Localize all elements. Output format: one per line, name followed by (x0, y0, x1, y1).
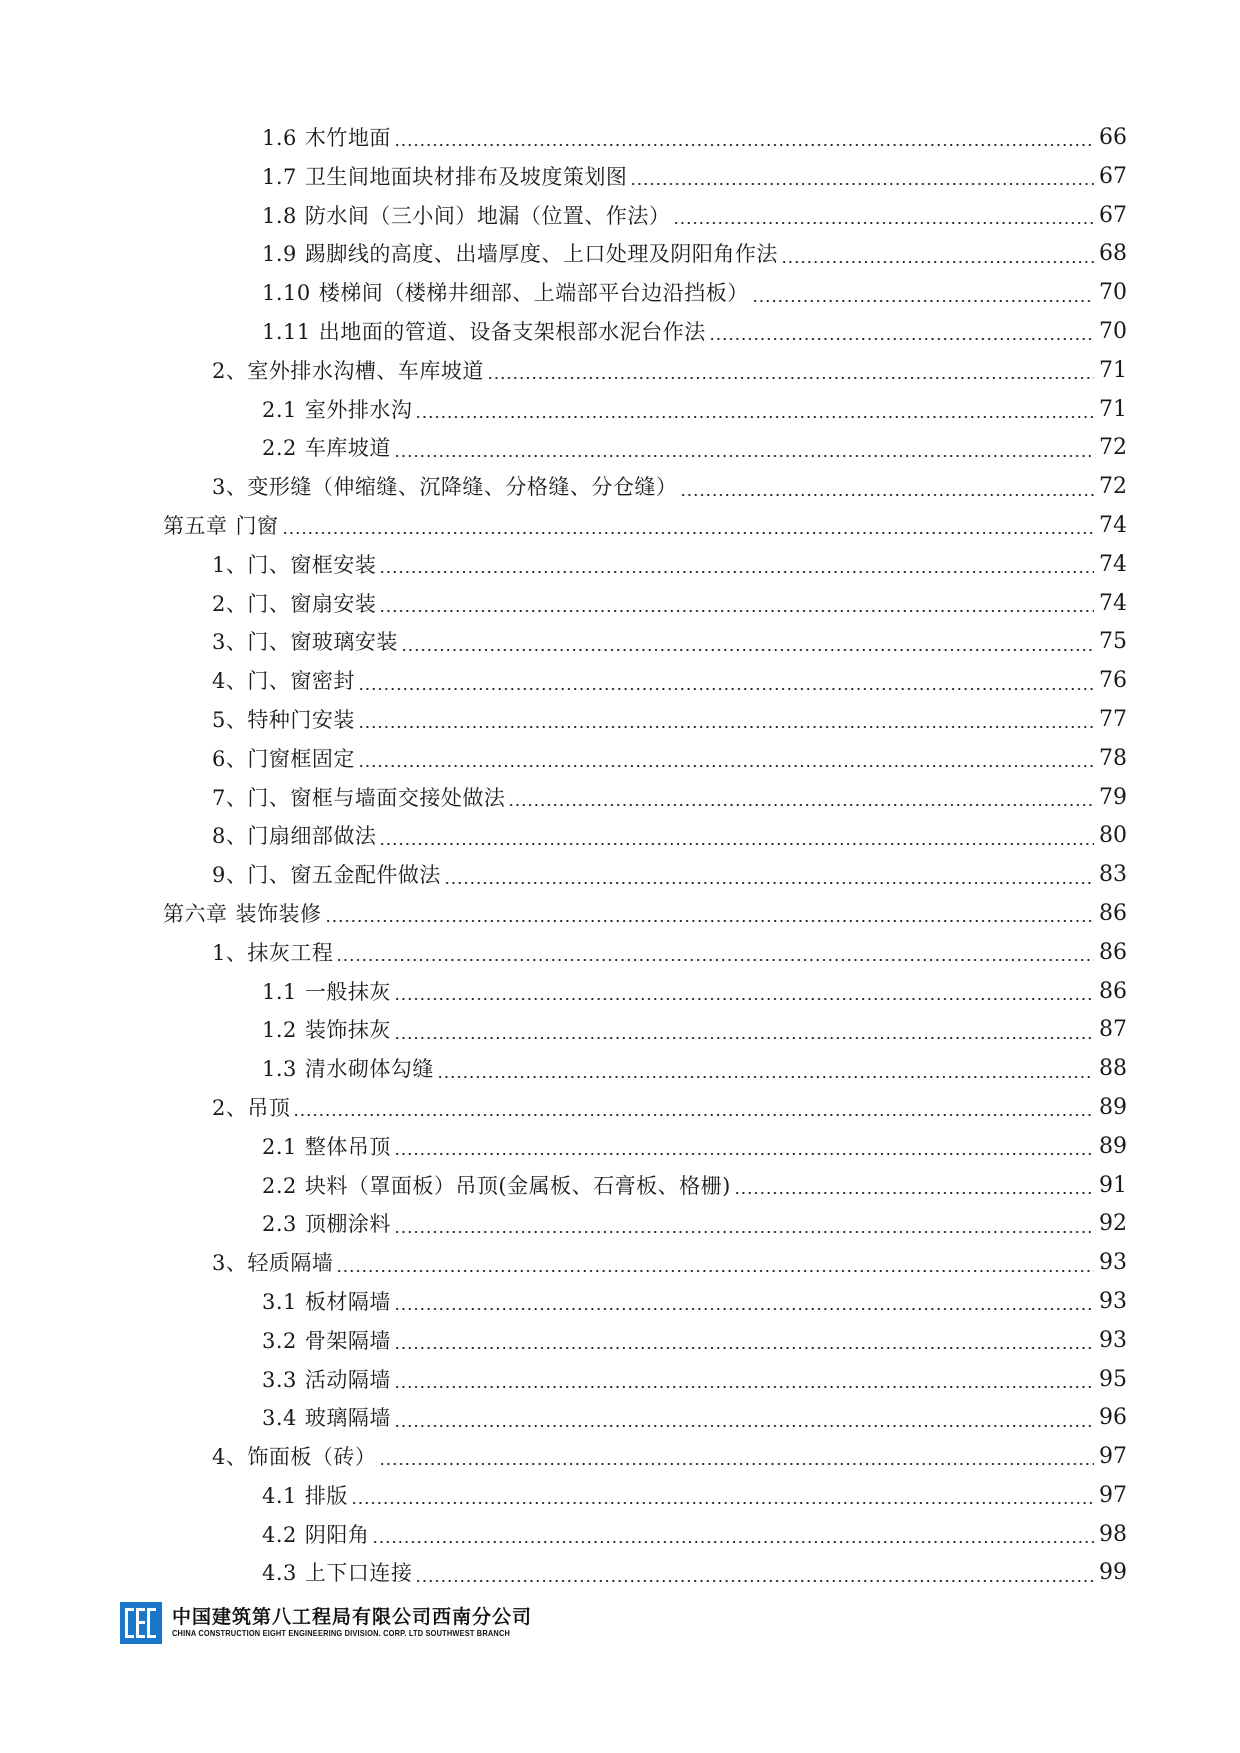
toc-entry-page: 78 (1099, 745, 1127, 771)
dot-leader (630, 183, 1094, 185)
toc-entry-title: 门、窗五金配件做法 (247, 863, 441, 888)
toc-entry[interactable] (0, 585, 1240, 624)
dot-leader (336, 959, 1094, 961)
toc-entry[interactable] (0, 1244, 1240, 1283)
toc-entry[interactable] (0, 623, 1240, 662)
table-of-contents (0, 119, 1240, 1593)
toc-entry-label (262, 1477, 348, 1516)
toc-entry-label (212, 1089, 290, 1128)
toc-entry[interactable] (0, 1283, 1240, 1322)
toc-entry-page: 93 (1099, 1288, 1127, 1314)
toc-entry-label (163, 895, 322, 934)
toc-entry-title: 骨架隔墙 (304, 1328, 391, 1353)
toc-entry-label (163, 507, 279, 546)
toc-entry[interactable] (0, 1554, 1240, 1593)
toc-entry-title: 车库坡道 (304, 436, 391, 461)
toc-entry-page: 70 (1099, 318, 1127, 344)
toc-entry-title: 一般抹灰 (304, 979, 391, 1004)
toc-entry-number: 1.3 (262, 1057, 297, 1082)
toc-entry-label (262, 1205, 391, 1244)
toc-entry-label (262, 274, 749, 313)
toc-entry[interactable] (0, 391, 1240, 430)
toc-entry-title: 轻质隔墙 (247, 1251, 334, 1276)
dot-leader (358, 688, 1094, 690)
dot-leader (394, 1153, 1094, 1155)
toc-entry[interactable] (0, 1089, 1240, 1128)
toc-entry-label (262, 1283, 391, 1322)
toc-entry-label (212, 779, 505, 818)
toc-entry-number: 2、 (212, 358, 248, 383)
toc-entry-number: 4、 (212, 1445, 248, 1470)
toc-entry-title: 门、窗玻璃安装 (247, 630, 398, 655)
toc-entry-number: 1、 (212, 940, 248, 965)
toc-entry-label (262, 1399, 391, 1438)
toc-entry-label (262, 1361, 391, 1400)
toc-entry-page: 86 (1099, 978, 1127, 1004)
toc-entry-number: 9、 (212, 863, 248, 888)
toc-entry-number: 8、 (212, 824, 248, 849)
dot-leader (680, 494, 1094, 496)
toc-entry-number: 1.9 (262, 242, 297, 267)
toc-entry[interactable] (0, 895, 1240, 934)
toc-entry-label (262, 1554, 412, 1593)
toc-entry-page: 72 (1099, 474, 1127, 500)
toc-entry-label (212, 701, 355, 740)
toc-entry-title: 整体吊顶 (304, 1134, 391, 1159)
toc-entry[interactable] (0, 662, 1240, 701)
dot-leader (372, 1541, 1094, 1543)
toc-entry[interactable] (0, 1128, 1240, 1167)
toc-entry-label (262, 1011, 391, 1050)
toc-entry-page: 74 (1099, 512, 1127, 538)
toc-entry[interactable] (0, 429, 1240, 468)
dot-leader (394, 1425, 1094, 1427)
dot-leader (394, 1308, 1094, 1310)
dot-leader (709, 338, 1094, 340)
dot-leader (415, 416, 1094, 418)
toc-entry-page: 92 (1099, 1211, 1127, 1237)
toc-entry[interactable] (0, 158, 1240, 197)
dot-leader (379, 843, 1094, 845)
toc-entry-page: 72 (1099, 435, 1127, 461)
toc-entry-page: 83 (1099, 862, 1127, 888)
dot-leader (325, 920, 1095, 922)
toc-entry-number: 1、 (212, 552, 248, 577)
toc-entry-page: 99 (1099, 1560, 1127, 1586)
toc-entry-title: 木竹地面 (304, 126, 391, 150)
toc-entry[interactable] (0, 1167, 1240, 1206)
company-name-en: CHINA CONSTRUCTION EIGHT ENGINEERING DIVISION. CORP. LTD SOUTHWEST BRANCH (172, 1628, 511, 1639)
toc-entry-title: 抹灰工程 (247, 940, 334, 965)
toc-entry-title: 特种门安装 (247, 707, 355, 732)
toc-entry-number: 1.10 (262, 281, 311, 306)
toc-entry[interactable] (0, 119, 1240, 158)
toc-entry-title: 吊顶 (247, 1095, 291, 1120)
company-name-cn: 中国建筑第八工程局有限公司西南分公司 (172, 1606, 533, 1628)
toc-entry-number: 7、 (212, 785, 248, 810)
toc-entry-page: 97 (1099, 1444, 1127, 1470)
toc-entry-title: 块料（罩面板）吊顶(金属板、石膏板、格栅) (304, 1173, 731, 1198)
toc-entry-title: 排版 (304, 1483, 348, 1508)
toc-entry[interactable] (0, 701, 1240, 740)
toc-entry[interactable] (0, 1205, 1240, 1244)
toc-entry-label (262, 1167, 731, 1206)
toc-entry-page: 96 (1099, 1405, 1127, 1431)
toc-entry-page: 97 (1099, 1482, 1127, 1508)
toc-entry-number: 3、 (212, 1251, 248, 1276)
dot-leader (394, 455, 1094, 457)
toc-entry-page: 79 (1099, 784, 1127, 810)
toc-entry-number: 2.3 (262, 1212, 297, 1237)
toc-entry-number: 1.11 (262, 319, 311, 344)
toc-entry-number: 5、 (212, 707, 248, 732)
toc-entry-page: 66 (1099, 125, 1127, 150)
toc-entry-title: 板材隔墙 (304, 1289, 391, 1314)
toc-entry[interactable] (0, 856, 1240, 895)
toc-entry-title: 门、窗扇安装 (247, 591, 377, 616)
dot-leader (444, 882, 1094, 884)
toc-entry-page: 74 (1099, 590, 1127, 616)
toc-entry-number: 3、 (212, 630, 248, 655)
toc-entry-number: 第六章 (163, 901, 228, 926)
toc-entry-page: 67 (1099, 202, 1127, 228)
toc-entry[interactable] (0, 817, 1240, 856)
toc-entry-page: 86 (1099, 939, 1127, 965)
dot-leader (358, 765, 1094, 767)
toc-entry-title: 装饰抹灰 (304, 1018, 391, 1043)
toc-entry-label (262, 1128, 391, 1167)
toc-entry-page: 93 (1099, 1250, 1127, 1276)
toc-entry-page: 89 (1099, 1094, 1127, 1120)
dot-leader (673, 222, 1094, 224)
toc-entry-number: 2、 (212, 591, 248, 616)
toc-entry-page: 76 (1099, 668, 1127, 694)
dot-leader (358, 726, 1094, 728)
toc-entry-title: 门窗 (235, 513, 279, 538)
toc-entry-page: 87 (1099, 1017, 1127, 1043)
toc-entry[interactable] (0, 1399, 1240, 1438)
toc-entry-page: 89 (1099, 1133, 1127, 1159)
toc-entry-label (262, 1050, 434, 1089)
dot-leader (394, 998, 1094, 1000)
toc-entry-label (212, 468, 677, 507)
toc-entry[interactable] (0, 1050, 1240, 1089)
toc-entry-label (262, 1516, 369, 1555)
toc-entry[interactable] (0, 235, 1240, 274)
toc-entry-label (212, 1244, 333, 1283)
toc-entry-label (262, 197, 670, 236)
toc-entry-page: 95 (1099, 1366, 1127, 1392)
toc-entry-page: 71 (1099, 357, 1127, 383)
dot-leader (379, 610, 1094, 612)
toc-entry-page: 91 (1099, 1172, 1127, 1198)
toc-entry[interactable] (0, 313, 1240, 352)
dot-leader (351, 1502, 1094, 1504)
toc-entry-title: 门窗框固定 (247, 746, 355, 771)
toc-entry-number: 1.6 (262, 126, 297, 150)
toc-entry-page: 93 (1099, 1327, 1127, 1353)
toc-entry-title: 出地面的管道、设备支架根部水泥台作法 (318, 319, 706, 344)
toc-entry-page: 67 (1099, 163, 1127, 189)
toc-entry-label (262, 973, 391, 1012)
toc-entry-label (212, 623, 398, 662)
toc-entry-number: 3.2 (262, 1328, 297, 1353)
toc-entry-page: 80 (1099, 823, 1127, 849)
toc-entry-number: 1.1 (262, 979, 297, 1004)
toc-entry[interactable] (0, 546, 1240, 585)
dot-leader (487, 377, 1094, 379)
toc-entry-number: 2.1 (262, 397, 297, 422)
toc-entry-title: 门、窗密封 (247, 669, 355, 694)
toc-entry-number: 2、 (212, 1095, 248, 1120)
toc-entry[interactable] (0, 1011, 1240, 1050)
toc-entry-number: 1.2 (262, 1018, 297, 1043)
dot-leader (734, 1192, 1094, 1194)
toc-entry-page: 77 (1099, 706, 1127, 732)
toc-entry-number: 3.3 (262, 1367, 297, 1392)
toc-entry[interactable] (0, 934, 1240, 973)
toc-entry[interactable] (0, 352, 1240, 391)
toc-entry-number: 4、 (212, 669, 248, 694)
toc-entry-page: 70 (1099, 280, 1127, 306)
toc-entry[interactable] (0, 1438, 1240, 1477)
toc-entry[interactable] (0, 468, 1240, 507)
toc-entry-number: 1.8 (262, 203, 297, 228)
toc-entry-label (262, 119, 391, 158)
toc-entry-title: 装饰装修 (235, 901, 322, 926)
toc-entry-label (212, 546, 376, 585)
dot-leader (293, 1114, 1094, 1116)
toc-entry-number: 4.3 (262, 1561, 297, 1586)
toc-entry-label (262, 158, 627, 197)
dot-leader (336, 1270, 1094, 1272)
toc-entry-number: 3、 (212, 475, 248, 500)
toc-entry[interactable] (0, 274, 1240, 313)
toc-entry-number: 2.2 (262, 1173, 297, 1198)
toc-entry-label (262, 235, 778, 274)
dot-leader (437, 1076, 1094, 1078)
toc-entry-title: 楼梯间（楼梯井细部、上端部平台边沿挡板） (318, 281, 749, 306)
toc-entry-title: 室外排水沟槽、车库坡道 (247, 358, 484, 383)
toc-entry-number: 1.7 (262, 164, 297, 189)
toc-entry-number: 2.1 (262, 1134, 297, 1159)
toc-entry-title: 卫生间地面块材排布及坡度策划图 (304, 164, 628, 189)
toc-entry-page: 86 (1099, 900, 1127, 926)
toc-entry-label (212, 585, 376, 624)
dot-leader (379, 571, 1094, 573)
dot-leader (781, 261, 1094, 263)
dot-leader (401, 649, 1094, 651)
toc-entry-title: 玻璃隔墙 (304, 1406, 391, 1431)
toc-entry[interactable] (0, 973, 1240, 1012)
page-footer (120, 1599, 532, 1647)
toc-entry-page: 68 (1099, 241, 1127, 267)
toc-entry-page: 98 (1099, 1521, 1127, 1547)
toc-entry-label (262, 1322, 391, 1361)
toc-entry[interactable] (0, 507, 1240, 546)
dot-leader (379, 1463, 1094, 1465)
toc-entry[interactable] (0, 1516, 1240, 1555)
toc-entry-number: 4.1 (262, 1483, 297, 1508)
toc-entry-number: 第五章 (163, 513, 228, 538)
toc-entry-title: 门、窗框与墙面交接处做法 (247, 785, 506, 810)
cscec-logo-icon (120, 1602, 162, 1644)
toc-entry[interactable] (0, 1477, 1240, 1516)
toc-entry-title: 阴阳角 (304, 1522, 370, 1547)
toc-entry-page: 88 (1099, 1056, 1127, 1082)
dot-leader (394, 1386, 1094, 1388)
toc-entry-title: 变形缝（伸缩缝、沉降缝、分格缝、分仓缝） (247, 475, 678, 500)
toc-entry-number: 6、 (212, 746, 248, 771)
toc-entry-label (212, 662, 355, 701)
dot-leader (394, 1347, 1094, 1349)
toc-entry-label (212, 856, 441, 895)
toc-entry-label (262, 429, 391, 468)
toc-entry-title: 上下口连接 (304, 1561, 413, 1586)
toc-entry-page: 75 (1099, 629, 1127, 655)
dot-leader (394, 1037, 1094, 1039)
toc-entry[interactable] (0, 779, 1240, 818)
dot-leader (394, 144, 1094, 146)
toc-entry[interactable] (0, 1361, 1240, 1400)
dot-leader (394, 1231, 1094, 1233)
toc-entry[interactable] (0, 1322, 1240, 1361)
toc-entry[interactable] (0, 740, 1240, 779)
toc-entry-title: 踢脚线的高度、出墙厚度、上口处理及阴阳角作法 (304, 242, 778, 267)
toc-entry-title: 门、窗框安装 (247, 552, 377, 577)
toc-entry-title: 室外排水沟 (304, 397, 413, 422)
toc-entry-label (212, 817, 376, 856)
toc-entry-label (212, 1438, 376, 1477)
toc-entry-title: 防水间（三小间）地漏（位置、作法） (304, 203, 671, 228)
toc-entry-title: 活动隔墙 (304, 1367, 391, 1392)
toc-entry-label (212, 352, 484, 391)
toc-entry-label (212, 934, 333, 973)
toc-entry[interactable] (0, 197, 1240, 236)
dot-leader (508, 804, 1094, 806)
toc-entry-label (212, 740, 355, 779)
dot-leader (415, 1580, 1094, 1582)
toc-entry-title: 饰面板（砖） (247, 1445, 377, 1470)
toc-entry-title: 顶棚涂料 (304, 1212, 391, 1237)
toc-entry-number: 3.1 (262, 1289, 297, 1314)
toc-entry-number: 2.2 (262, 436, 297, 461)
toc-entry-label (262, 391, 412, 430)
toc-entry-number: 3.4 (262, 1406, 297, 1431)
dot-leader (282, 532, 1095, 534)
toc-entry-number: 4.2 (262, 1522, 297, 1547)
toc-entry-title: 门扇细部做法 (247, 824, 377, 849)
toc-entry-title: 清水砌体勾缝 (304, 1057, 434, 1082)
toc-entry-page: 71 (1099, 396, 1127, 422)
dot-leader (752, 300, 1094, 302)
toc-entry-label (262, 313, 706, 352)
toc-entry-page: 74 (1099, 551, 1127, 577)
